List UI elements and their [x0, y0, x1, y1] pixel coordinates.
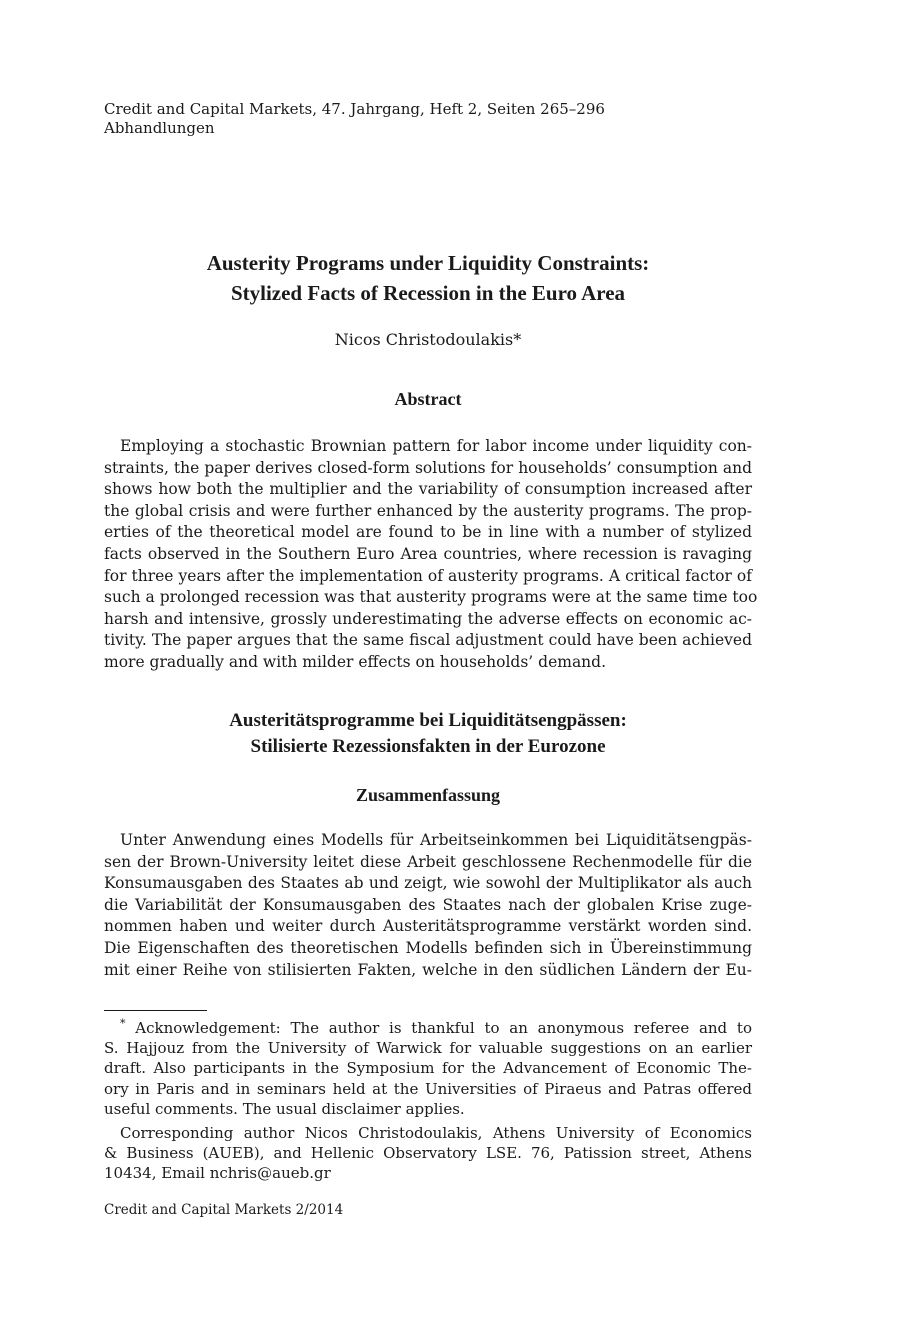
zusammenfassung-line: nommen haben und weiter durch Austeritätsprogramme verstärkt worden sind. [104, 917, 752, 936]
abstract-line: such a prolonged recession was that austerity programs were at the same time too [104, 588, 758, 607]
abstract-line: shows how both the multiplier and the variability of consumption increased after [104, 480, 752, 499]
zusammenfassung-heading: Zusammenfassung [355, 785, 501, 805]
zusammenfassung-line: Die Eigenschaften des theoretischen Modells befinden sich in Übereinstimmung [104, 938, 752, 957]
paper-title [104, 248, 752, 308]
running-head [104, 100, 804, 138]
german-title [104, 708, 752, 760]
corresponding-author-line: Corresponding author Nicos Christodoulakis, Athens University of Economics [120, 1124, 752, 1143]
abstract-body [104, 436, 758, 674]
corresponding-author-line: 10434, Email nchris@aueb.gr [104, 1164, 331, 1183]
abstract-line: tivity. The paper argues that the same fiscal adjustment could have been achieved [104, 631, 752, 650]
abstract-line: for three years after the implementation of austerity programs. A critical factor of [104, 566, 752, 585]
footnote-line: ory in Paris and in seminars held at the Universities of Piraeus and Patras offered [104, 1079, 752, 1098]
abstract-line: facts observed in the Southern Euro Area countries, where recession is ravaging [104, 544, 752, 563]
german-title-line-2: Stilisierte Rezessionsfakten in der Eurozone [250, 736, 606, 757]
footnote-rule [104, 1010, 207, 1011]
footnote-text: Acknowledgement: The author is thankful to an anonymous referee and to [135, 1019, 752, 1037]
zusammenfassung-line: mit einer Reihe von stilisierten Fakten, welche in den südlichen Ländern der Eu- [104, 960, 752, 979]
abstract-line: harsh and intensive, grossly underestimating the adverse effects on economic ac- [104, 609, 752, 628]
footnote-line: useful comments. The usual disclaimer applies. [104, 1099, 465, 1118]
footnote-line [104, 1018, 752, 1038]
abstract-heading: Abstract [394, 389, 462, 409]
zusammenfassung-line: Konsumausgaben des Staates ab und zeigt, wie sowohl der Multiplikator als auch [104, 874, 752, 893]
zusammenfassung-line: die Variabilität der Konsumausgaben des Staates nach der globalen Krise zuge- [104, 895, 752, 914]
abstract-line: the global crisis and were further enhanced by the austerity programs. The prop- [104, 501, 752, 520]
abstract-line: more gradually and with milder effects on households’ demand. [104, 652, 607, 671]
title-line-1: Austerity Programs under Liquidity Constraints: [206, 251, 650, 275]
abstract-line: Employing a stochastic Brownian pattern for labor income under liquidity con- [120, 437, 752, 455]
footnote-line: draft. Also participants in the Symposium for the Advancement of Economic The- [104, 1059, 752, 1078]
zusammenfassung-body [104, 830, 752, 981]
zusammenfassung-line: Unter Anwendung eines Modells für Arbeitseinkommen bei Liquiditätsengpäs- [120, 831, 752, 849]
abstract-line: erties of the theoretical model are found to be in line with a number of stylized [104, 523, 752, 542]
corresponding-author-line: & Business (AUEB), and Hellenic Observatory LSE. 76, Patission street, Athens [104, 1144, 752, 1163]
author-name: Nicos Christodoulakis* [334, 330, 522, 349]
footnotes [104, 1018, 752, 1184]
german-title-line-1: Austeritätsprogramme bei Liquiditätsengpässen: [229, 710, 627, 731]
footnote-marker: * [120, 1017, 126, 1030]
footnote-line: S. Hajjouz from the University of Warwick for valuable suggestions on an earlier [104, 1039, 752, 1058]
abstract-line: straints, the paper derives closed-form solutions for households’ consumption and [104, 458, 752, 477]
title-line-2: Stylized Facts of Recession in the Euro Area [230, 281, 626, 305]
journal-citation: Credit and Capital Markets, 47. Jahrgang, Heft 2, Seiten 265–296 [104, 100, 605, 118]
section-label: Abhandlungen [104, 119, 215, 137]
page-footer: Credit and Capital Markets 2/2014 [104, 1202, 344, 1218]
zusammenfassung-line: sen der Brown-University leitet diese Arbeit geschlossene Rechenmodelle für die [104, 852, 752, 871]
